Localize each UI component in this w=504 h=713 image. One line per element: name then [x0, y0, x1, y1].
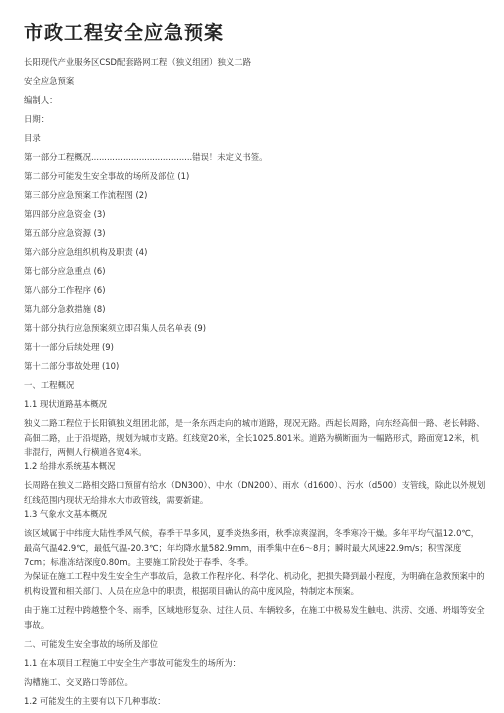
paragraph: 1.2 可能发生的主要有以下几种事故： — [24, 696, 166, 706]
subsection-heading: 1.2 给排水系统基本概况 — [24, 461, 116, 471]
toc-item[interactable]: 第十一部分后续处理 (9) — [24, 342, 114, 352]
paragraph: 沟槽施工、交叉路口等部位。 — [24, 677, 133, 687]
author-field: 编制人： — [24, 95, 58, 105]
toc-item[interactable]: 第六部分应急组织机构及职责 (4) — [24, 247, 148, 257]
toc-item[interactable]: 第七部分应急重点 (6) — [24, 266, 106, 276]
toc-item[interactable]: 第二部分可能发生安全事故的场所及部位 (1) — [24, 171, 190, 181]
document-title: 市政工程安全应急预案 — [24, 22, 225, 44]
section-heading: 一、工程概况 — [24, 380, 75, 390]
paragraph: 为保证在施工工程中发生安全生产事故后，急救工作程序化、科学化、机动化，把损失降到最小程度，为明确在急救预案中的机构设置和相关部门、人员在应急中的职责，根据项目确认的高中度风险，特制定本预案。 — [24, 571, 485, 596]
toc-item[interactable]: 第一部分工程概况......................................错误！未定义书签。 — [24, 152, 268, 162]
toc-item[interactable]: 第四部分应急资金 (3) — [24, 209, 106, 219]
paragraph: 长周路在独义二路相交路口预留有给水（DN300）、中水（DN200）、雨水（d1600）、污水（d500）支管线，除此以外规划红线范围内现状无给排水大市政管线，需要新建。 — [24, 480, 486, 505]
paragraph: 独义二路工程位于长阳镇独义组团北部，是一条东西走向的城市道路，现况无路。西起长周路，向东经高佃一路、老长韩路、高佃二路，止于沿堤路，规划为城市支路。红线宽20米，全长1025.801米。道路为横断面为一幅路形式，路面宽12米，机非混行，两侧人行横道各宽4米。 — [24, 418, 485, 457]
toc-item[interactable]: 第十部分执行应急预案须立即召集人员名单表 (9) — [24, 323, 207, 333]
toc-item[interactable]: 第九部分急救措施 (8) — [24, 304, 106, 314]
paragraph: 该区域属于中纬度大陆性季风气候，春季干旱多风，夏季炎热多雨，秋季凉爽湿润，冬季寒冷干燥。多年平均气温12.0℃，最高气温42.9℃，最低气温-20.3℃；年均降水量582.9mm，雨季集中在6～8月；瞬时最大风速22.9m/s；积雪深度7cm；标准冻结深度0.80m。主要施工阶段处于春季、冬季。 — [24, 528, 480, 567]
toc-item[interactable]: 第五部分应急资源 (3) — [24, 228, 106, 238]
section-heading: 二、可能发生安全事故的场所及部位 — [24, 639, 158, 649]
subsection-heading: 1.3 气象水文基本概况 — [24, 509, 107, 519]
toc-heading: 目录 — [24, 133, 41, 143]
project-name: 长阳现代产业服务区CSD配套路网工程（独义组团）独义二路 — [24, 57, 251, 67]
paragraph: 1.1 在本项目工程施工中安全生产事故可能发生的场所为： — [24, 658, 241, 668]
subsection-heading: 1.1 现状道路基本概况 — [24, 399, 107, 409]
toc-item[interactable]: 第八部分工作程序 (6) — [24, 285, 106, 295]
date-field: 日期： — [24, 114, 50, 124]
toc-item[interactable]: 第三部分应急预案工作流程图 (2) — [24, 190, 148, 200]
paragraph: 由于施工过程中跨越整个冬、雨季，区域地形复杂、过往人员、车辆较多，在施工中极易发生触电、洪涝、交通、坍塌等安全事故。 — [24, 605, 485, 630]
plan-name: 安全应急预案 — [24, 76, 75, 86]
toc-item[interactable]: 第十二部分事故处理 (10) — [24, 361, 120, 371]
